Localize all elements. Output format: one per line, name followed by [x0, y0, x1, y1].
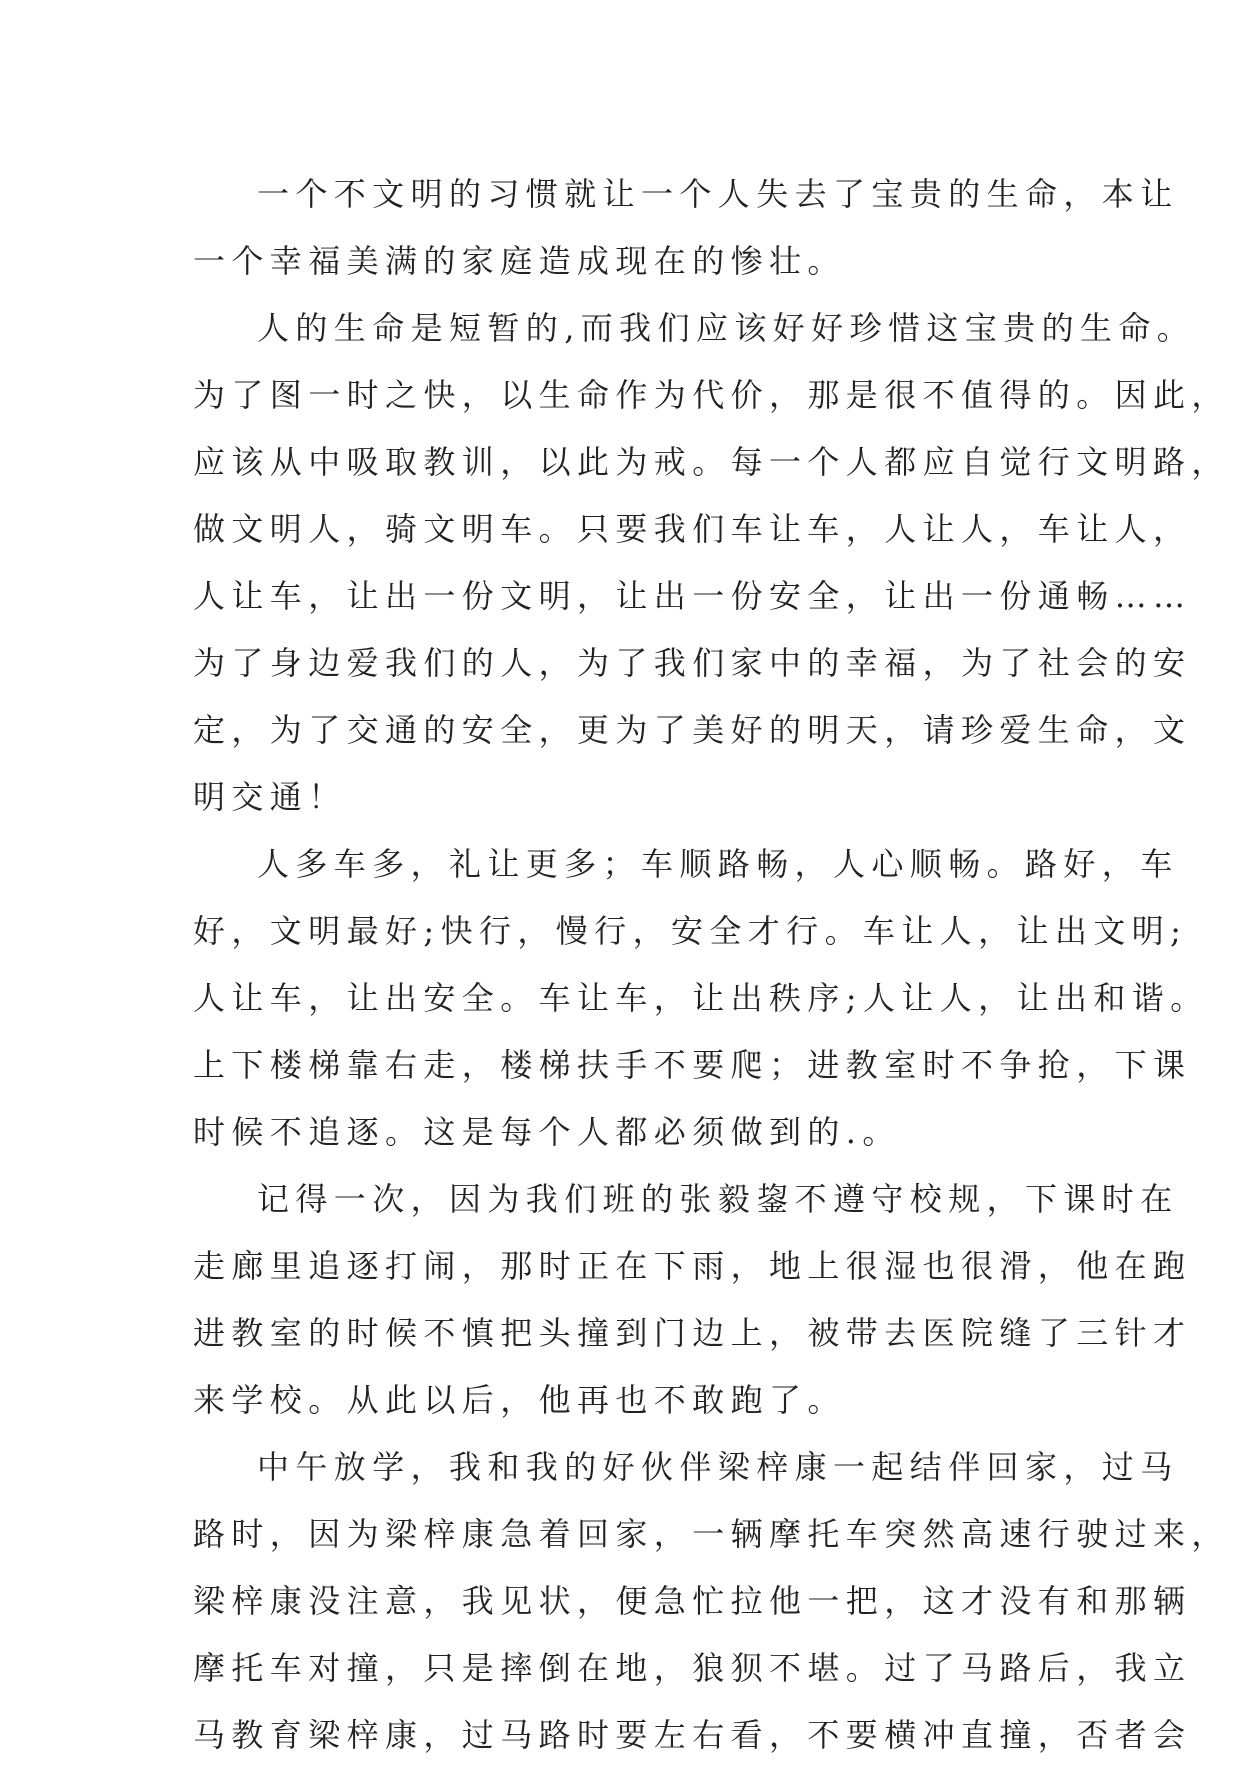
paragraph-2-line-6: 为了身边爱我们的人，为了我们家中的幸福，为了社会的安 — [193, 644, 1192, 682]
paragraph-5-line-3: 梁梓康没注意，我见状，便急忙拉他一把，这才没有和那辆 — [193, 1582, 1192, 1620]
paragraph-1-line-2: 一个幸福美满的家庭造成现在的惨壮。 — [193, 242, 846, 280]
paragraph-2-line-2: 为了图一时之快，以生命作为代价，那是很不值得的。因此， — [193, 376, 1230, 414]
paragraph-4-line-3: 进教室的时候不慎把头撞到门边上，被带去医院缝了三针才 — [193, 1314, 1192, 1352]
document-body — [193, 161, 1230, 1769]
paragraph-5-line-2: 路时，因为梁梓康急着回家，一辆摩托车突然高速行驶过来， — [193, 1515, 1230, 1553]
paragraph-2-line-8: 明交通！ — [193, 778, 347, 816]
paragraph-3-line-5: 时候不追逐。这是每个人都必须做到的.。 — [193, 1113, 901, 1151]
paragraph-4-line-1: 记得一次，因为我们班的张毅鋆不遵守校规，下课时在 — [257, 1180, 1179, 1218]
paragraph-2-line-4: 做文明人，骑文明车。只要我们车让车，人让人，车让人， — [193, 510, 1192, 548]
paragraph-5-line-4: 摩托车对撞，只是摔倒在地，狼狈不堪。过了马路后，我立 — [193, 1649, 1192, 1687]
paragraph-2-line-3: 应该从中吸取教训，以此为戒。每一个人都应自觉行文明路， — [193, 443, 1230, 481]
paragraph-2-line-7: 定，为了交通的安全，更为了美好的明天，请珍爱生命，文 — [193, 711, 1192, 749]
paragraph-3-line-4: 上下楼梯靠右走，楼梯扶手不要爬；进教室时不争抢，下课 — [193, 1046, 1192, 1084]
paragraph-4-line-2: 走廊里追逐打闹，那时正在下雨，地上很湿也很滑，他在跑 — [193, 1247, 1192, 1285]
paragraph-3-line-1: 人多车多，礼让更多；车顺路畅，人心顺畅。路好，车 — [257, 845, 1179, 883]
paragraph-1-line-1: 一个不文明的习惯就让一个人失去了宝贵的生命，本让 — [257, 175, 1179, 213]
paragraph-2-line-1: 人的生命是短暂的,而我们应该好好珍惜这宝贵的生命。 — [257, 309, 1196, 347]
paragraph-3-line-2: 好，文明最好;快行，慢行，安全才行。车让人，让出文明; — [193, 912, 1188, 950]
paragraph-5-line-1: 中午放学，我和我的好伙伴梁梓康一起结伴回家，过马 — [257, 1448, 1179, 1486]
paragraph-2-line-5: 人让车，让出一份文明，让出一份安全，让出一份通畅…… — [193, 577, 1192, 615]
paragraph-4-line-4: 来学校。从此以后，他再也不敢跑了。 — [193, 1381, 846, 1419]
paragraph-5-line-5: 马教育梁梓康，过马路时要左右看，不要横冲直撞，否者会 — [193, 1716, 1192, 1754]
paragraph-3-line-3: 人让车，让出安全。车让车，让出秩序;人让人，让出和谐。 — [193, 979, 1209, 1017]
